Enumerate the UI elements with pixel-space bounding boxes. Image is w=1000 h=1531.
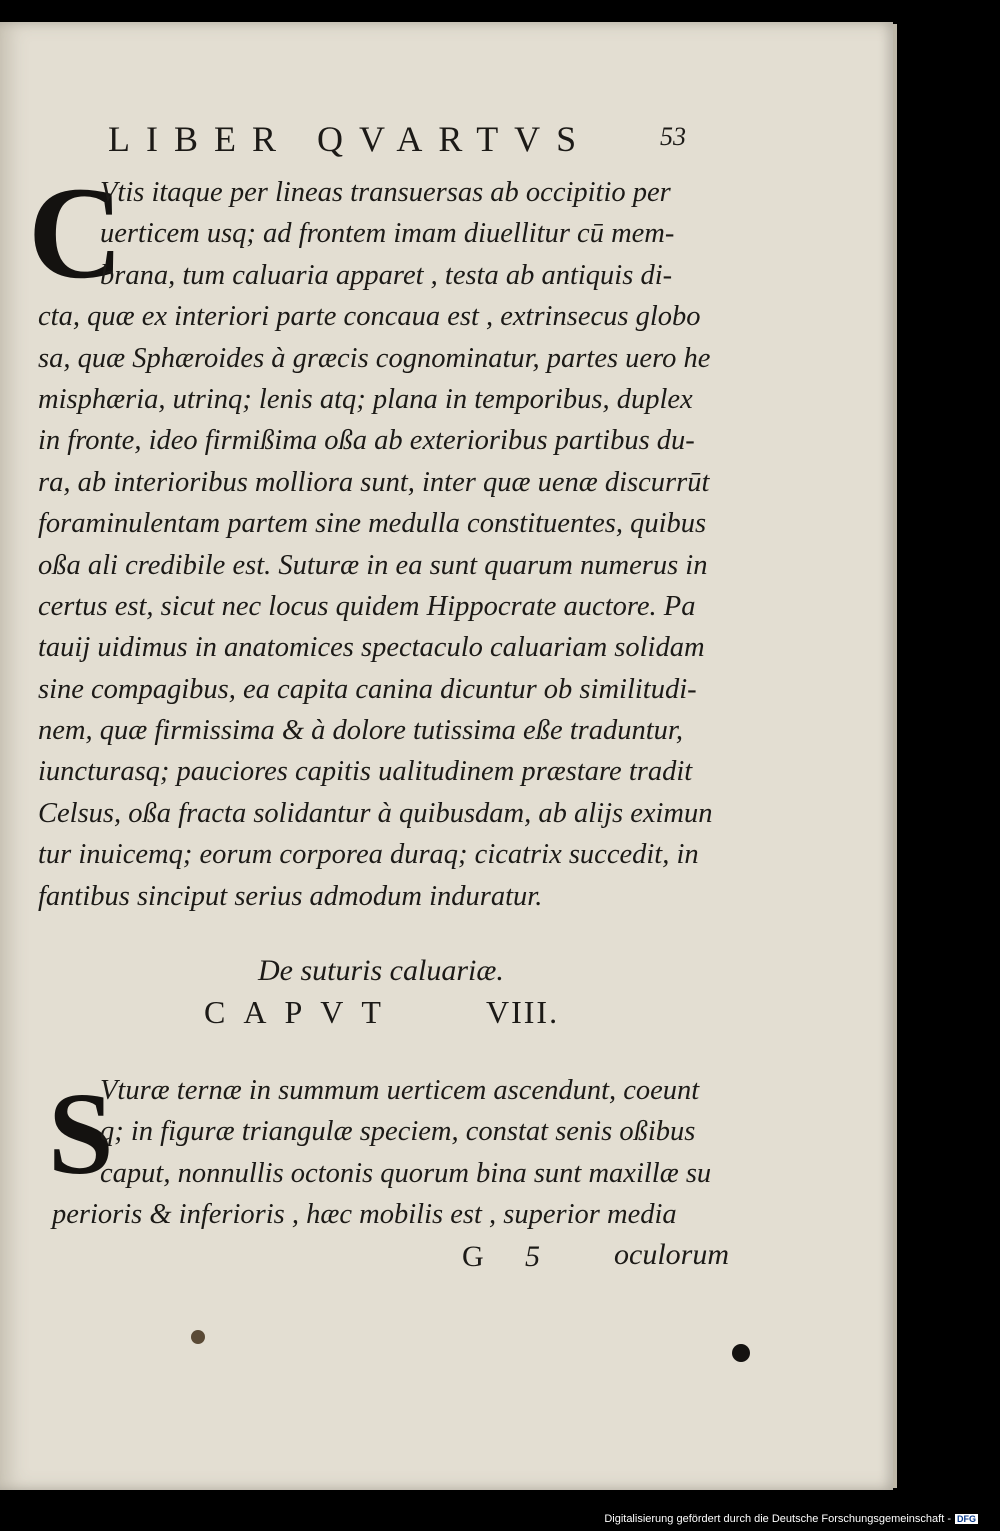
signature-mark: G — [462, 1240, 484, 1273]
text-line: tauij uidimus in anatomices spectaculo caluariam solidam — [38, 632, 705, 664]
signature-number: 5 — [525, 1240, 540, 1273]
page-number: 53 — [660, 122, 686, 151]
text-line: certus est, sicut nec locus quidem Hippocrate auctore. Pa — [38, 590, 696, 622]
text-line: Celsus, oßa fracta solidantur à quibusdam, ab alijs eximun — [38, 797, 713, 829]
text-line: iuncturasq; pauciores capitis ualitudinem præstare tradit — [38, 756, 693, 788]
text-line: misphæria, utrinq; lenis atq; plana in temporibus, duplex — [38, 383, 693, 415]
text-line: sine compagibus, ea capita canina dicuntur ob similitudi- — [38, 673, 697, 705]
dfg-logo: DFG — [957, 1514, 976, 1525]
text-line: nem, quæ firmissima & à dolore tutissima eße traduntur, — [38, 715, 683, 747]
ink-spot — [732, 1344, 750, 1362]
text-line: fantibus sinciput serius admodum induratur. — [38, 880, 543, 912]
text-line: sa, quæ Sphæroides à græcis cognominatur, partes uero he — [38, 342, 711, 374]
catchword: oculorum — [614, 1238, 729, 1271]
text-line: foraminulentam partem sine medulla constituentes, quibus — [38, 508, 707, 540]
text-line: brana, tum caluaria apparet , testa ab antiquis di- — [100, 259, 673, 291]
text-line: caput, nonnullis octonis quorum bina sunt maxillæ su — [100, 1157, 712, 1189]
caput-number: VIII. — [486, 994, 560, 1030]
text-line: q; in figuræ triangulæ speciem, constat senis oßibus — [100, 1116, 696, 1148]
text-line: cta, quæ ex interiori parte concaua est , extrinsecus globo — [38, 301, 701, 333]
text-line: uerticem usq; ad frontem imam diuellitur cū mem- — [100, 218, 675, 250]
credit-text: Digitalisierung gefördert durch die Deutsche Forschungsgemeinschaft - — [604, 1513, 951, 1525]
page-edge — [893, 24, 897, 1488]
text-line: Vturæ ternæ in summum uerticem ascendunt, coeunt — [100, 1075, 700, 1106]
text-line: perioris & inferioris , hæc mobilis est , superior media — [52, 1199, 677, 1231]
intro-paragraph — [38, 172, 728, 917]
text-line: in fronte, ideo firmißima oßa ab exterioribus partibus du- — [38, 425, 695, 457]
dropcap-initial: C — [28, 159, 124, 306]
text-line: oßa ali credibile est. Suturæ in ea sunt quarum numerus in — [38, 549, 708, 581]
ink-spot — [191, 1330, 205, 1344]
caput-label: CAPVT — [204, 994, 399, 1030]
text-line: tur inuicemq; eorum corporea duraq; cicatrix succedit, in — [38, 839, 699, 871]
text-line: ra, ab interioribus molliora sunt, inter quæ uenæ discurrūt — [38, 466, 710, 498]
dropcap-initial: S — [48, 1068, 114, 1199]
chapter-title: De suturis caluariæ. — [258, 954, 504, 987]
text-line: Vtis itaque per lineas transuersas ab occipitio per — [100, 177, 671, 208]
chapter-paragraph — [38, 1070, 728, 1236]
running-head: LIBER QVARTVS — [108, 119, 593, 159]
digitization-credit — [604, 1513, 978, 1525]
